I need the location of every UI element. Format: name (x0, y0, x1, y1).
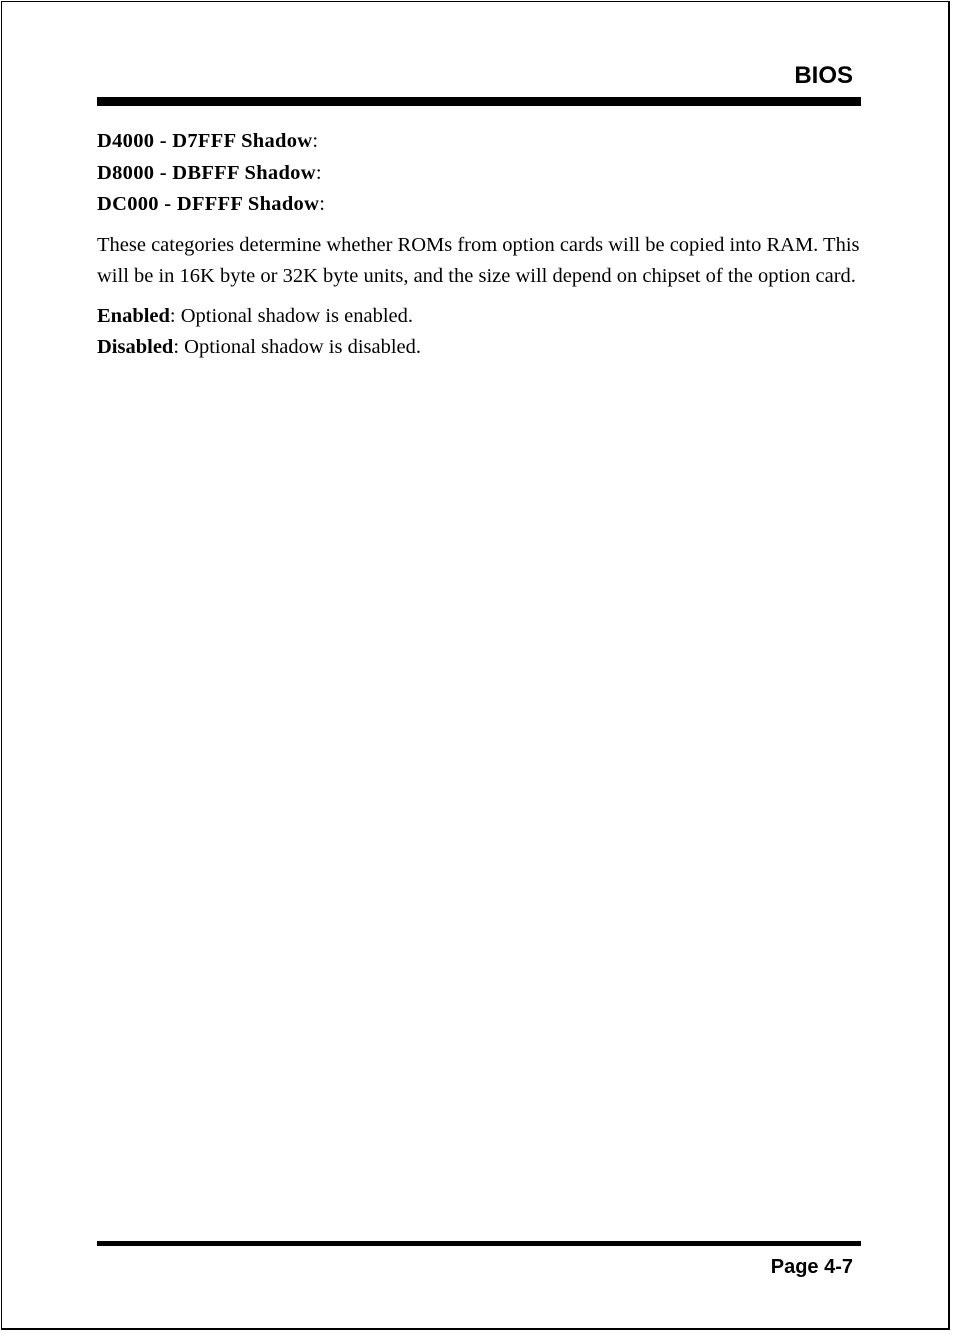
setting-heading-dc000 (97, 189, 861, 221)
setting-colon: : (319, 193, 325, 215)
setting-heading-d8000 (97, 158, 861, 190)
setting-colon: : (312, 130, 319, 152)
description-paragraph: These categories determine whether ROMs from option cards will be copied into RAM. This will be in 16K byte or 32K byte units, and the size will depend on chipset of the option card. (97, 233, 860, 287)
option-text: : Optional shadow is disabled. (173, 336, 422, 358)
options-list (97, 301, 861, 364)
option-disabled (97, 332, 861, 364)
setting-name: D4000 - D7FFF Shadow (97, 130, 313, 152)
header-rule (97, 97, 861, 106)
setting-colon: : (315, 161, 322, 184)
setting-heading-d4000 (97, 126, 861, 158)
option-text: : Optional shadow is enabled. (169, 304, 414, 327)
option-name: Enabled (97, 304, 170, 327)
page-frame (1, 1, 950, 1330)
option-name: Disabled (97, 336, 174, 358)
header-title: BIOS (794, 62, 853, 89)
option-enabled (97, 301, 861, 333)
footer-rule (97, 1241, 861, 1246)
setting-name: DC000 - DFFFF Shadow (97, 193, 320, 215)
setting-name: D8000 - DBFFF Shadow (97, 161, 316, 184)
content-body (97, 126, 861, 364)
page-number: Page 4-7 (770, 1256, 853, 1278)
